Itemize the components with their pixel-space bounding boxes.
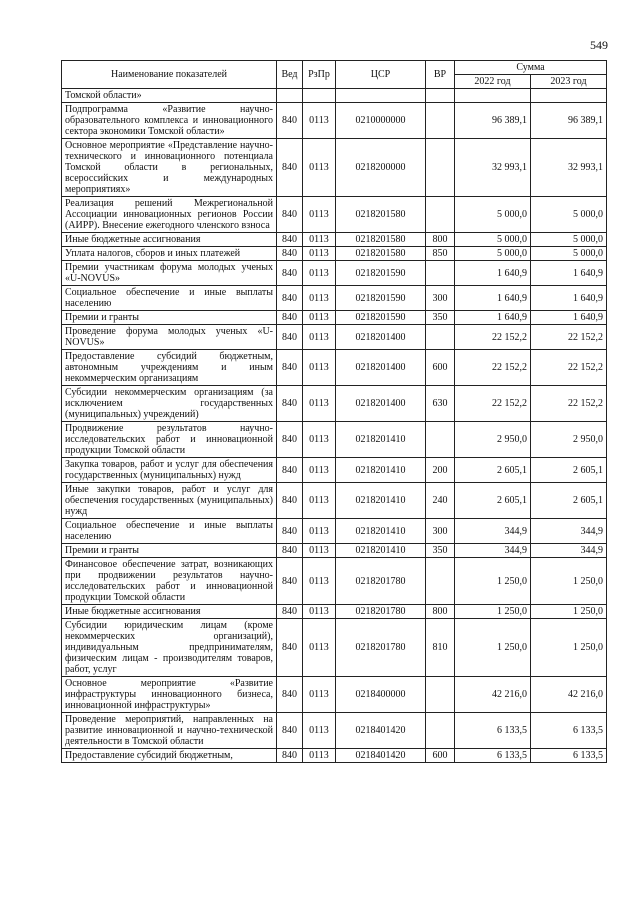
- cell-vr: 600: [426, 749, 455, 763]
- table-row: [62, 519, 607, 544]
- cell-sum-2022: 22 152,2: [455, 350, 531, 386]
- table-row: [62, 89, 607, 103]
- cell-sum-2023: 96 389,1: [531, 103, 607, 139]
- cell-rzpr: 0113: [303, 605, 336, 619]
- cell-sum-2023: 5 000,0: [531, 233, 607, 247]
- cell-ved: 840: [277, 619, 303, 677]
- cell-rzpr: 0113: [303, 677, 336, 713]
- table-row: [62, 458, 607, 483]
- cell-sum-2023: 32 993,1: [531, 139, 607, 197]
- table-row: [62, 261, 607, 286]
- cell-name: Проведение мероприятий, направленных на развитие инновационной и научно-технической деятельности в Томской области: [62, 713, 277, 749]
- cell-csr: 0218201580: [336, 197, 426, 233]
- cell-csr: 0218401420: [336, 713, 426, 749]
- cell-ved: 840: [277, 233, 303, 247]
- cell-vr: [426, 325, 455, 350]
- cell-rzpr: 0113: [303, 103, 336, 139]
- cell-rzpr: 0113: [303, 261, 336, 286]
- cell-name: Томской области»: [62, 89, 277, 103]
- table-row: [62, 311, 607, 325]
- cell-rzpr: 0113: [303, 350, 336, 386]
- cell-vr: 350: [426, 311, 455, 325]
- cell-ved: [277, 89, 303, 103]
- cell-sum-2023: 1 250,0: [531, 558, 607, 605]
- table-row: [62, 350, 607, 386]
- table-row: [62, 247, 607, 261]
- cell-ved: 840: [277, 350, 303, 386]
- cell-name: Субсидии юридическим лицам (кроме некоммерческих организаций), индивидуальным предпринимателям, физическим лицам - производителям товаров, работ, услуг: [62, 619, 277, 677]
- table-row: [62, 713, 607, 749]
- table-row: [62, 558, 607, 605]
- cell-sum-2023: 5 000,0: [531, 197, 607, 233]
- cell-csr: 0218201780: [336, 605, 426, 619]
- cell-vr: [426, 422, 455, 458]
- cell-vr: 800: [426, 605, 455, 619]
- cell-name: Иные бюджетные ассигнования: [62, 605, 277, 619]
- cell-vr: [426, 197, 455, 233]
- cell-vr: 300: [426, 286, 455, 311]
- cell-csr: 0218201400: [336, 325, 426, 350]
- table-row: [62, 233, 607, 247]
- cell-sum-2023: 22 152,2: [531, 386, 607, 422]
- cell-name: Подпрограмма «Развитие научно-образовательного комплекса и инновационного сектора экономики Томской области»: [62, 103, 277, 139]
- cell-vr: [426, 558, 455, 605]
- cell-csr: 0218201410: [336, 458, 426, 483]
- cell-csr: 0218201400: [336, 386, 426, 422]
- cell-sum-2023: 344,9: [531, 519, 607, 544]
- cell-ved: 840: [277, 311, 303, 325]
- cell-csr: 0218201590: [336, 286, 426, 311]
- cell-name: Проведение форума молодых ученых «U-NOVUS»: [62, 325, 277, 350]
- cell-vr: 240: [426, 483, 455, 519]
- cell-csr: 0218400000: [336, 677, 426, 713]
- header-year-2023: 2023 год: [531, 75, 607, 89]
- cell-sum-2022: 1 640,9: [455, 311, 531, 325]
- header-ved: Вед: [277, 61, 303, 89]
- cell-sum-2022: 6 133,5: [455, 713, 531, 749]
- cell-rzpr: 0113: [303, 197, 336, 233]
- cell-csr: 0218200000: [336, 139, 426, 197]
- cell-name: Социальное обеспечение и иные выплаты населению: [62, 519, 277, 544]
- cell-ved: 840: [277, 713, 303, 749]
- cell-vr: 600: [426, 350, 455, 386]
- cell-ved: 840: [277, 483, 303, 519]
- budget-table: [61, 60, 607, 763]
- cell-csr: 0218201590: [336, 311, 426, 325]
- cell-sum-2022: 1 640,9: [455, 286, 531, 311]
- cell-rzpr: 0113: [303, 483, 336, 519]
- cell-csr: 0218201410: [336, 519, 426, 544]
- cell-sum-2022: 32 993,1: [455, 139, 531, 197]
- table-row: [62, 483, 607, 519]
- cell-sum-2023: 1 250,0: [531, 619, 607, 677]
- cell-sum-2022: 2 605,1: [455, 483, 531, 519]
- header-csr: ЦСР: [336, 61, 426, 89]
- cell-csr: 0218201780: [336, 558, 426, 605]
- cell-vr: [426, 103, 455, 139]
- cell-vr: [426, 139, 455, 197]
- cell-sum-2022: 1 250,0: [455, 605, 531, 619]
- cell-ved: 840: [277, 605, 303, 619]
- cell-sum-2023: 22 152,2: [531, 350, 607, 386]
- header-sum: Сумма: [455, 61, 607, 75]
- cell-rzpr: 0113: [303, 311, 336, 325]
- cell-sum-2023: 2 605,1: [531, 483, 607, 519]
- table-row: [62, 422, 607, 458]
- cell-sum-2022: 2 605,1: [455, 458, 531, 483]
- cell-csr: 0210000000: [336, 103, 426, 139]
- cell-name: Предоставление субсидий бюджетным, автономным учреждениям и иным некоммерческим организациям: [62, 350, 277, 386]
- cell-ved: 840: [277, 247, 303, 261]
- cell-rzpr: 0113: [303, 558, 336, 605]
- cell-sum-2022: 344,9: [455, 519, 531, 544]
- cell-sum-2022: 22 152,2: [455, 386, 531, 422]
- cell-name: Субсидии некоммерческим организациям (за исключением государственных (муниципальных) учреждений): [62, 386, 277, 422]
- cell-csr: 0218201590: [336, 261, 426, 286]
- cell-csr: 0218201410: [336, 422, 426, 458]
- cell-csr: 0218201580: [336, 247, 426, 261]
- cell-vr: 200: [426, 458, 455, 483]
- cell-rzpr: 0113: [303, 139, 336, 197]
- cell-name: Закупка товаров, работ и услуг для обеспечения государственных (муниципальных) нужд: [62, 458, 277, 483]
- table-row: [62, 386, 607, 422]
- table-row: [62, 286, 607, 311]
- cell-ved: 840: [277, 103, 303, 139]
- cell-sum-2022: 1 640,9: [455, 261, 531, 286]
- cell-vr: 350: [426, 544, 455, 558]
- table-row: [62, 544, 607, 558]
- cell-vr: 850: [426, 247, 455, 261]
- cell-sum-2022: 42 216,0: [455, 677, 531, 713]
- header-year-2022: 2022 год: [455, 75, 531, 89]
- cell-ved: 840: [277, 139, 303, 197]
- cell-rzpr: 0113: [303, 386, 336, 422]
- cell-ved: 840: [277, 558, 303, 605]
- cell-sum-2023: 42 216,0: [531, 677, 607, 713]
- cell-name: Реализация решений Межрегиональной Ассоциации инновационных регионов России (АИРР). Внесение ежегодного членского взноса: [62, 197, 277, 233]
- cell-ved: 840: [277, 325, 303, 350]
- cell-sum-2022: 1 250,0: [455, 558, 531, 605]
- cell-name: Основное мероприятие «Представление научно-технического и инновационного потенциала Томской области в региональных, всероссийских и международных мероприятиях»: [62, 139, 277, 197]
- cell-sum-2023: 1 640,9: [531, 286, 607, 311]
- cell-rzpr: 0113: [303, 619, 336, 677]
- cell-csr: 0218401420: [336, 749, 426, 763]
- table-row: [62, 605, 607, 619]
- cell-csr: 0218201410: [336, 544, 426, 558]
- cell-sum-2022: 5 000,0: [455, 197, 531, 233]
- cell-name: Финансовое обеспечение затрат, возникающих при продвижении результатов научно-исследовательских работ и инновационной продукции Томской области: [62, 558, 277, 605]
- cell-ved: 840: [277, 197, 303, 233]
- cell-ved: 840: [277, 519, 303, 544]
- cell-vr: 300: [426, 519, 455, 544]
- cell-name: Премии и гранты: [62, 311, 277, 325]
- cell-vr: [426, 89, 455, 103]
- cell-rzpr: 0113: [303, 286, 336, 311]
- cell-rzpr: 0113: [303, 458, 336, 483]
- cell-sum-2023: 1 250,0: [531, 605, 607, 619]
- table-row: [62, 325, 607, 350]
- cell-csr: 0218201780: [336, 619, 426, 677]
- cell-rzpr: 0113: [303, 713, 336, 749]
- cell-vr: 630: [426, 386, 455, 422]
- cell-ved: 840: [277, 544, 303, 558]
- header-rzpr: РзПр: [303, 61, 336, 89]
- cell-vr: 800: [426, 233, 455, 247]
- cell-name: Продвижение результатов научно-исследовательских работ и инновационной продукции Томской области: [62, 422, 277, 458]
- cell-sum-2023: [531, 89, 607, 103]
- cell-rzpr: [303, 89, 336, 103]
- cell-ved: 840: [277, 458, 303, 483]
- cell-rzpr: 0113: [303, 519, 336, 544]
- table-row: [62, 139, 607, 197]
- cell-name: Иные закупки товаров, работ и услуг для обеспечения государственных (муниципальных) нужд: [62, 483, 277, 519]
- cell-name: Предоставление субсидий бюджетным,: [62, 749, 277, 763]
- page-number: 549: [590, 38, 608, 52]
- cell-name: Уплата налогов, сборов и иных платежей: [62, 247, 277, 261]
- cell-rzpr: 0113: [303, 749, 336, 763]
- cell-sum-2022: 96 389,1: [455, 103, 531, 139]
- cell-vr: 810: [426, 619, 455, 677]
- cell-sum-2022: [455, 89, 531, 103]
- cell-sum-2022: 5 000,0: [455, 247, 531, 261]
- cell-rzpr: 0113: [303, 325, 336, 350]
- cell-sum-2023: 22 152,2: [531, 325, 607, 350]
- cell-sum-2022: 22 152,2: [455, 325, 531, 350]
- cell-ved: 840: [277, 386, 303, 422]
- cell-ved: 840: [277, 261, 303, 286]
- cell-sum-2023: 5 000,0: [531, 247, 607, 261]
- cell-sum-2023: 2 950,0: [531, 422, 607, 458]
- cell-rzpr: 0113: [303, 422, 336, 458]
- table-row: [62, 749, 607, 763]
- cell-rzpr: 0113: [303, 247, 336, 261]
- cell-ved: 840: [277, 422, 303, 458]
- cell-ved: 840: [277, 749, 303, 763]
- cell-vr: [426, 261, 455, 286]
- cell-sum-2022: 344,9: [455, 544, 531, 558]
- cell-csr: 0218201410: [336, 483, 426, 519]
- header-name: Наименование показателей: [62, 61, 277, 89]
- table-row: [62, 197, 607, 233]
- table-body: [62, 89, 607, 763]
- cell-sum-2022: 2 950,0: [455, 422, 531, 458]
- cell-sum-2023: 1 640,9: [531, 261, 607, 286]
- cell-sum-2022: 5 000,0: [455, 233, 531, 247]
- cell-name: Основное мероприятие «Развитие инфраструктуры инновационного бизнеса, инновационной инфраструктуры»: [62, 677, 277, 713]
- cell-name: Премии участникам форума молодых ученых «U-NOVUS»: [62, 261, 277, 286]
- cell-name: Премии и гранты: [62, 544, 277, 558]
- cell-sum-2023: 6 133,5: [531, 749, 607, 763]
- cell-name: Социальное обеспечение и иные выплаты населению: [62, 286, 277, 311]
- table-row: [62, 103, 607, 139]
- table-row: [62, 677, 607, 713]
- cell-name: Иные бюджетные ассигнования: [62, 233, 277, 247]
- cell-rzpr: 0113: [303, 233, 336, 247]
- cell-sum-2023: 1 640,9: [531, 311, 607, 325]
- cell-ved: 840: [277, 286, 303, 311]
- cell-csr: [336, 89, 426, 103]
- cell-csr: 0218201580: [336, 233, 426, 247]
- header-vr: ВР: [426, 61, 455, 89]
- cell-vr: [426, 677, 455, 713]
- cell-sum-2023: 344,9: [531, 544, 607, 558]
- table-row: [62, 619, 607, 677]
- cell-rzpr: 0113: [303, 544, 336, 558]
- cell-sum-2022: 1 250,0: [455, 619, 531, 677]
- cell-ved: 840: [277, 677, 303, 713]
- cell-sum-2023: 6 133,5: [531, 713, 607, 749]
- cell-csr: 0218201400: [336, 350, 426, 386]
- cell-vr: [426, 713, 455, 749]
- cell-sum-2023: 2 605,1: [531, 458, 607, 483]
- cell-sum-2022: 6 133,5: [455, 749, 531, 763]
